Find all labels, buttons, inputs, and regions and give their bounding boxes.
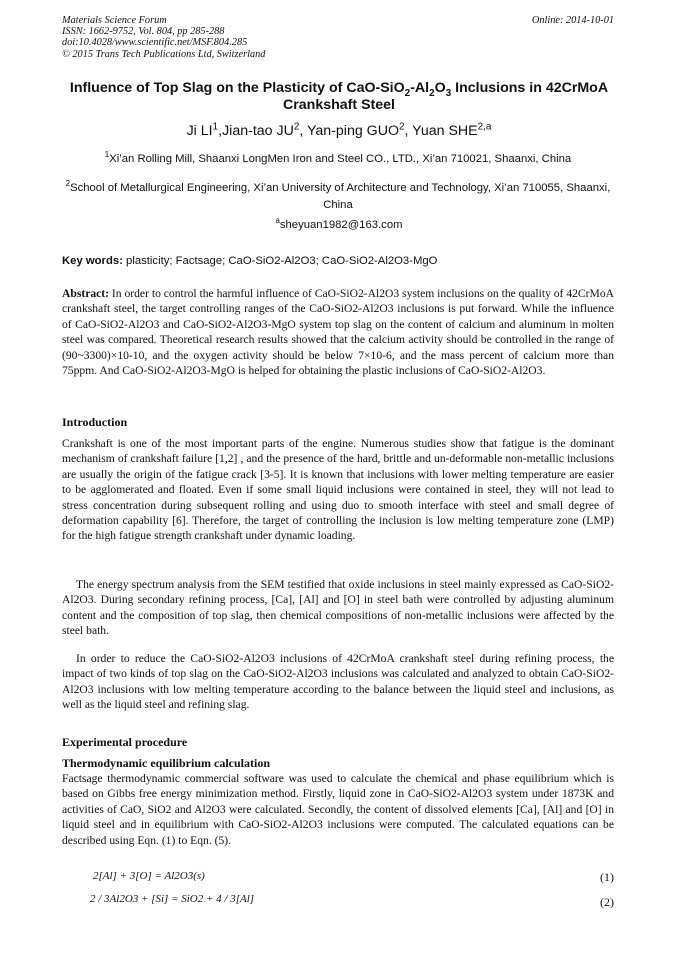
abstract-text: In order to control the harmful influence of CaO-SiO2-Al2O3 system inclusions on the quality of 42CrMoA crankshaft steel, the target controlling ranges of the CaO-SiO2-Al2O3 inclusions is put forward. While the influence of CaO-SiO2-Al2O3 and CaO-SiO2-Al2O3-MgO system top slag on the content of calcium and aluminum in molten steel was compared. Theoretical research results showed that the calcium activity should be controlled in the range of (90~3300)×10-10, and the oxygen activity should be below 7×10-6, and the mass percent of calcium more than 75ppm. And CaO-SiO2-Al2O3-MgO is helped for obtaining the plastic inclusions of CaO-SiO2-Al2O3. xyxy=(62,287,614,378)
journal-issn: ISSN: 1662-9752, Vol. 804, pp 285-288 xyxy=(62,26,225,38)
experimental-paragraph-1: Factsage thermodynamic commercial software was used to calculate the chemical and phase equilibrium which is based on Gibbs free energy minimization method. Firstly, liquid zone in CaO-SiO2-Al2O3 system under 1873K and activities of CaO, SiO2 and Al2O3 were calculated. Secondly, the content of dissolved elements [Ca], [Al] and [O] in liquid steel and in equilibrium with CaO-SiO2-Al2O3 inclusions were computed. The calculated equations can be described using Eqn. (1) to Eqn. (5). xyxy=(62,772,614,847)
abstract xyxy=(62,286,614,378)
equation-2-number: (2) xyxy=(600,895,614,909)
affiliation-1: $^1$Xi’an Rolling Mill, Shaanxi LongMen Iron and Steel CO., LTD., Xi’an 710021, Shaanxi, China xyxy=(104,150,572,165)
equation-1-number: (1) xyxy=(600,870,614,884)
journal-copyright: © 2015 Trans Tech Publications Ltd, Switzerland xyxy=(62,48,266,60)
affiliation-2: $^2$School of Metallurgical Engineering, Xi’an University of Architecture and Technology, Xi’an 710055, Shaanxi, China xyxy=(65,179,611,211)
intro-paragraph-1: Crankshaft is one of the most important parts of the engine. Numerous studies show that fatigue is the dominant mechanism of crankshaft failure [1,2] , and the presence of the hard, brittle and un-deformable non-metallic inclusions are usually the origin of the fatigue crack [3-5]. It is known that inclusions with lower melting temperature are easier to be agglomerated and floated. Even if some small liquid inclusions were contained in steel, they will not lead to stress concentration during subsequent rolling and using duo to smooth interface with steel and small degree of deformation capability [6]. Therefore, the target of controlling the inclusion is low melting temperature zone (LMP) for the high fatigue strength crankshaft under dynamic loading. xyxy=(62,437,614,543)
abstract-label: Abstract: xyxy=(62,287,110,300)
journal-header xyxy=(62,15,614,60)
section-heading-experimental: Experimental procedure xyxy=(62,735,188,749)
keywords xyxy=(62,255,614,267)
equation-1: 2[Al] + 3[O] = Al2O3(s) xyxy=(93,870,205,882)
contact-email: $^a$sheyuan1982@163.com xyxy=(275,216,403,231)
intro-paragraph-3: In order to reduce the CaO-SiO2-Al2O3 inclusions of 42CrMoA crankshaft steel during refining process, the impact of two kinds of top slag on the CaO-SiO2-Al2O3 inclusions was calculated and analyzed to obtain CaO-SiO2-Al2O3 inclusions with low melting temperature according to the balance between the liquid steel and inclusions, as well as the liquid steel and refining slag. xyxy=(62,652,614,712)
journal-doi: doi:10.4028/www.scientific.net/MSF.804.285 xyxy=(62,37,248,49)
paper-title: Influence of Top Slag on the Plasticity of CaO-$SiO_2-Al_2O_3$ Inclusions in 42CrMoA Crankshaft Steel xyxy=(69,80,609,113)
intro-paragraph-2: The energy spectrum analysis from the SEM testified that oxide inclusions in steel mainly expressed as CaO-SiO2-Al2O3. During secondary refining process, [Ca], [Al] and [O] in steel bath were controlled by adjusting aluminum content and the composition of top slag, then chemical compositions of non-metallic inclusions were affected by the steel bath. xyxy=(62,578,614,638)
subsection-heading-thermodynamic: Thermodynamic equilibrium calculation xyxy=(62,756,271,770)
keywords-label: Key words: xyxy=(62,255,123,267)
journal-name: Materials Science Forum xyxy=(62,15,167,26)
author-list: Ji $LI^1,Jian$-tao $JU^2$, Yan-ping GUO$^2$, Yuan SHE$^{2,a}$ xyxy=(186,121,492,139)
online-date: Online: 2014-10-01 xyxy=(531,15,614,26)
section-heading-introduction: Introduction xyxy=(62,415,128,429)
equation-2: 2 / 3Al2O3 + [Si] = SiO2 + 4 / 3[Al] xyxy=(90,893,255,905)
keywords-text: plasticity; Factsage; CaO-SiO2-Al2O3; CaO-SiO2-Al2O3-MgO xyxy=(122,255,438,267)
